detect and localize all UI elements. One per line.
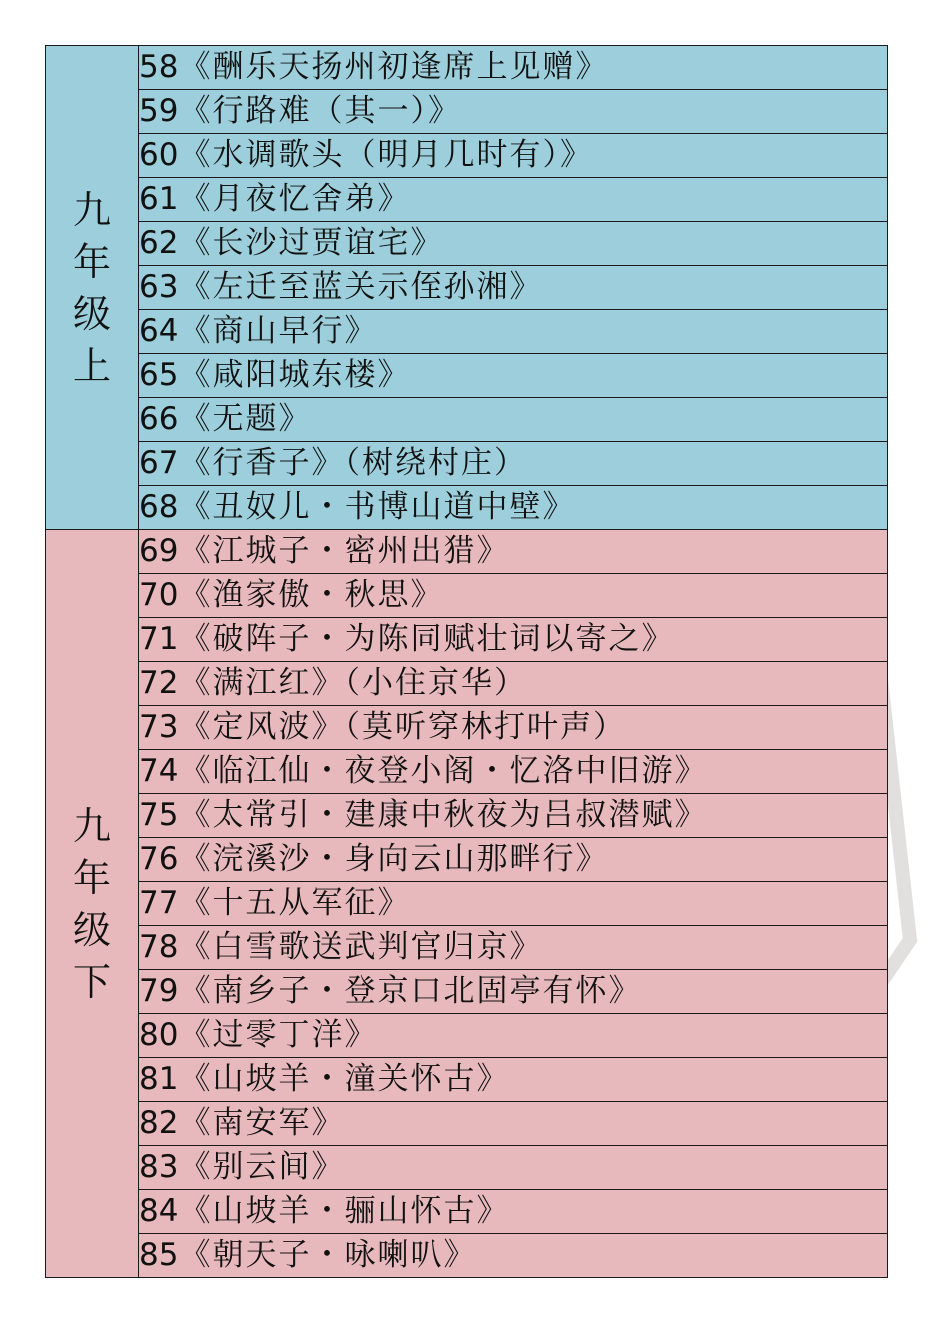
table-row (46, 266, 888, 310)
grade-label: 九年级下 (72, 803, 111, 1004)
table-row (46, 1014, 888, 1058)
poem-number: 70 (139, 577, 179, 613)
table-row (46, 222, 888, 266)
poem-title: 《山坡羊・骊山怀古》 (179, 1193, 510, 1229)
table-row (46, 1190, 888, 1234)
table-row (46, 794, 888, 838)
poem-number: 61 (139, 181, 179, 217)
poem-title: 《商山早行》 (179, 313, 378, 349)
poem-number: 63 (139, 269, 179, 305)
poem-number: 82 (139, 1105, 179, 1141)
poem-title: 《无题》 (179, 401, 312, 437)
table-row (46, 882, 888, 926)
poem-title: 《左迁至蓝关示侄孙湘》 (179, 269, 543, 305)
poem-title: 《定风波》（莫听穿林打叶声） (179, 709, 626, 745)
poem-title: 《长沙过贾谊宅》 (179, 225, 444, 261)
poem-title: 《行路难（其一）》 (179, 93, 461, 129)
poem-title: 《南安军》 (179, 1105, 345, 1141)
poem-number: 84 (139, 1193, 179, 1229)
poem-cell (139, 794, 888, 838)
poem-number: 83 (139, 1149, 179, 1185)
poem-number: 62 (139, 225, 179, 261)
poem-cell (139, 926, 888, 970)
poem-title: 《过零丁洋》 (179, 1017, 378, 1053)
poem-number: 65 (139, 357, 179, 393)
poem-cell (139, 442, 888, 486)
poem-title: 《朝天子・咏喇叭》 (179, 1237, 477, 1273)
grade-label-cell (46, 46, 139, 530)
poem-number: 59 (139, 93, 179, 129)
poem-title: 《南乡子・登京口北固亭有怀》 (179, 973, 642, 1009)
poem-title: 《山坡羊・潼关怀古》 (179, 1061, 510, 1097)
table-row (46, 750, 888, 794)
poem-cell (139, 134, 888, 178)
table-row (46, 310, 888, 354)
poem-title: 《浣溪沙・身向云山那畔行》 (179, 841, 609, 877)
table-row (46, 618, 888, 662)
poem-number: 67 (139, 445, 179, 481)
poem-title: 《水调歌头（明月几时有）》 (179, 137, 593, 173)
poem-number: 79 (139, 973, 179, 1009)
poem-number: 58 (139, 49, 179, 85)
poem-title: 《破阵子・为陈同赋壮词以寄之》 (179, 621, 675, 657)
poem-number: 68 (139, 489, 179, 525)
table-row (46, 486, 888, 530)
table-row (46, 530, 888, 574)
poem-number: 72 (139, 665, 179, 701)
poem-list-table (45, 45, 888, 1278)
poem-title: 《江城子・密州出猎》 (179, 533, 510, 569)
table-row (46, 46, 888, 90)
poem-title: 《行香子》（树绕村庄） (179, 445, 527, 481)
poem-cell (139, 46, 888, 90)
poem-cell (139, 354, 888, 398)
poem-title: 《渔家傲・秋思》 (179, 577, 444, 613)
table-row (46, 1234, 888, 1278)
poem-cell (139, 662, 888, 706)
poem-title: 《咸阳城东楼》 (179, 357, 411, 393)
poem-number: 77 (139, 885, 179, 921)
poem-number: 60 (139, 137, 179, 173)
poem-title: 《太常引・建康中秋夜为吕叔潜赋》 (179, 797, 708, 833)
poem-number: 69 (139, 533, 179, 569)
poem-cell (139, 750, 888, 794)
poem-number: 71 (139, 621, 179, 657)
poem-number: 76 (139, 841, 179, 877)
poem-cell (139, 574, 888, 618)
poem-title: 《别云间》 (179, 1149, 345, 1185)
poem-title: 《临江仙・夜登小阁・忆洛中旧游》 (179, 753, 708, 789)
poem-title: 《酬乐天扬州初逢席上见赠》 (179, 49, 609, 85)
poem-cell (139, 838, 888, 882)
poem-number: 85 (139, 1237, 179, 1273)
poem-title: 《白雪歌送武判官归京》 (179, 929, 543, 965)
table-row (46, 398, 888, 442)
poem-title: 《丑奴儿・书博山道中壁》 (179, 489, 576, 525)
poem-number: 73 (139, 709, 179, 745)
table-row (46, 1146, 888, 1190)
poem-title: 《十五从军征》 (179, 885, 411, 921)
poem-number: 80 (139, 1017, 179, 1053)
poem-cell (139, 1146, 888, 1190)
table-row (46, 354, 888, 398)
poem-number: 66 (139, 401, 179, 437)
poem-cell (139, 178, 888, 222)
poem-cell (139, 1234, 888, 1278)
poem-title: 《满江红》（小住京华） (179, 665, 527, 701)
grade-label: 九年级上 (72, 187, 111, 388)
poem-cell (139, 1058, 888, 1102)
poem-cell (139, 1102, 888, 1146)
table-row (46, 90, 888, 134)
poem-cell (139, 530, 888, 574)
poem-cell (139, 1190, 888, 1234)
table-row (46, 574, 888, 618)
table-row (46, 134, 888, 178)
poem-number: 74 (139, 753, 179, 789)
poem-title: 《月夜忆舍弟》 (179, 181, 411, 217)
table-row (46, 442, 888, 486)
poem-cell (139, 90, 888, 134)
poem-cell (139, 486, 888, 530)
table-row (46, 662, 888, 706)
poem-number: 64 (139, 313, 179, 349)
poem-cell (139, 882, 888, 926)
poem-cell (139, 970, 888, 1014)
table-row (46, 970, 888, 1014)
table-row (46, 926, 888, 970)
table-row (46, 706, 888, 750)
table-row (46, 1102, 888, 1146)
poem-cell (139, 618, 888, 662)
table-row (46, 838, 888, 882)
grade-label-cell (46, 530, 139, 1278)
table-row (46, 1058, 888, 1102)
poem-cell (139, 310, 888, 354)
poem-cell (139, 266, 888, 310)
table-row (46, 178, 888, 222)
poem-number: 75 (139, 797, 179, 833)
poem-cell (139, 1014, 888, 1058)
poem-number: 78 (139, 929, 179, 965)
poem-number: 81 (139, 1061, 179, 1097)
poem-cell (139, 398, 888, 442)
poem-cell (139, 222, 888, 266)
poem-cell (139, 706, 888, 750)
